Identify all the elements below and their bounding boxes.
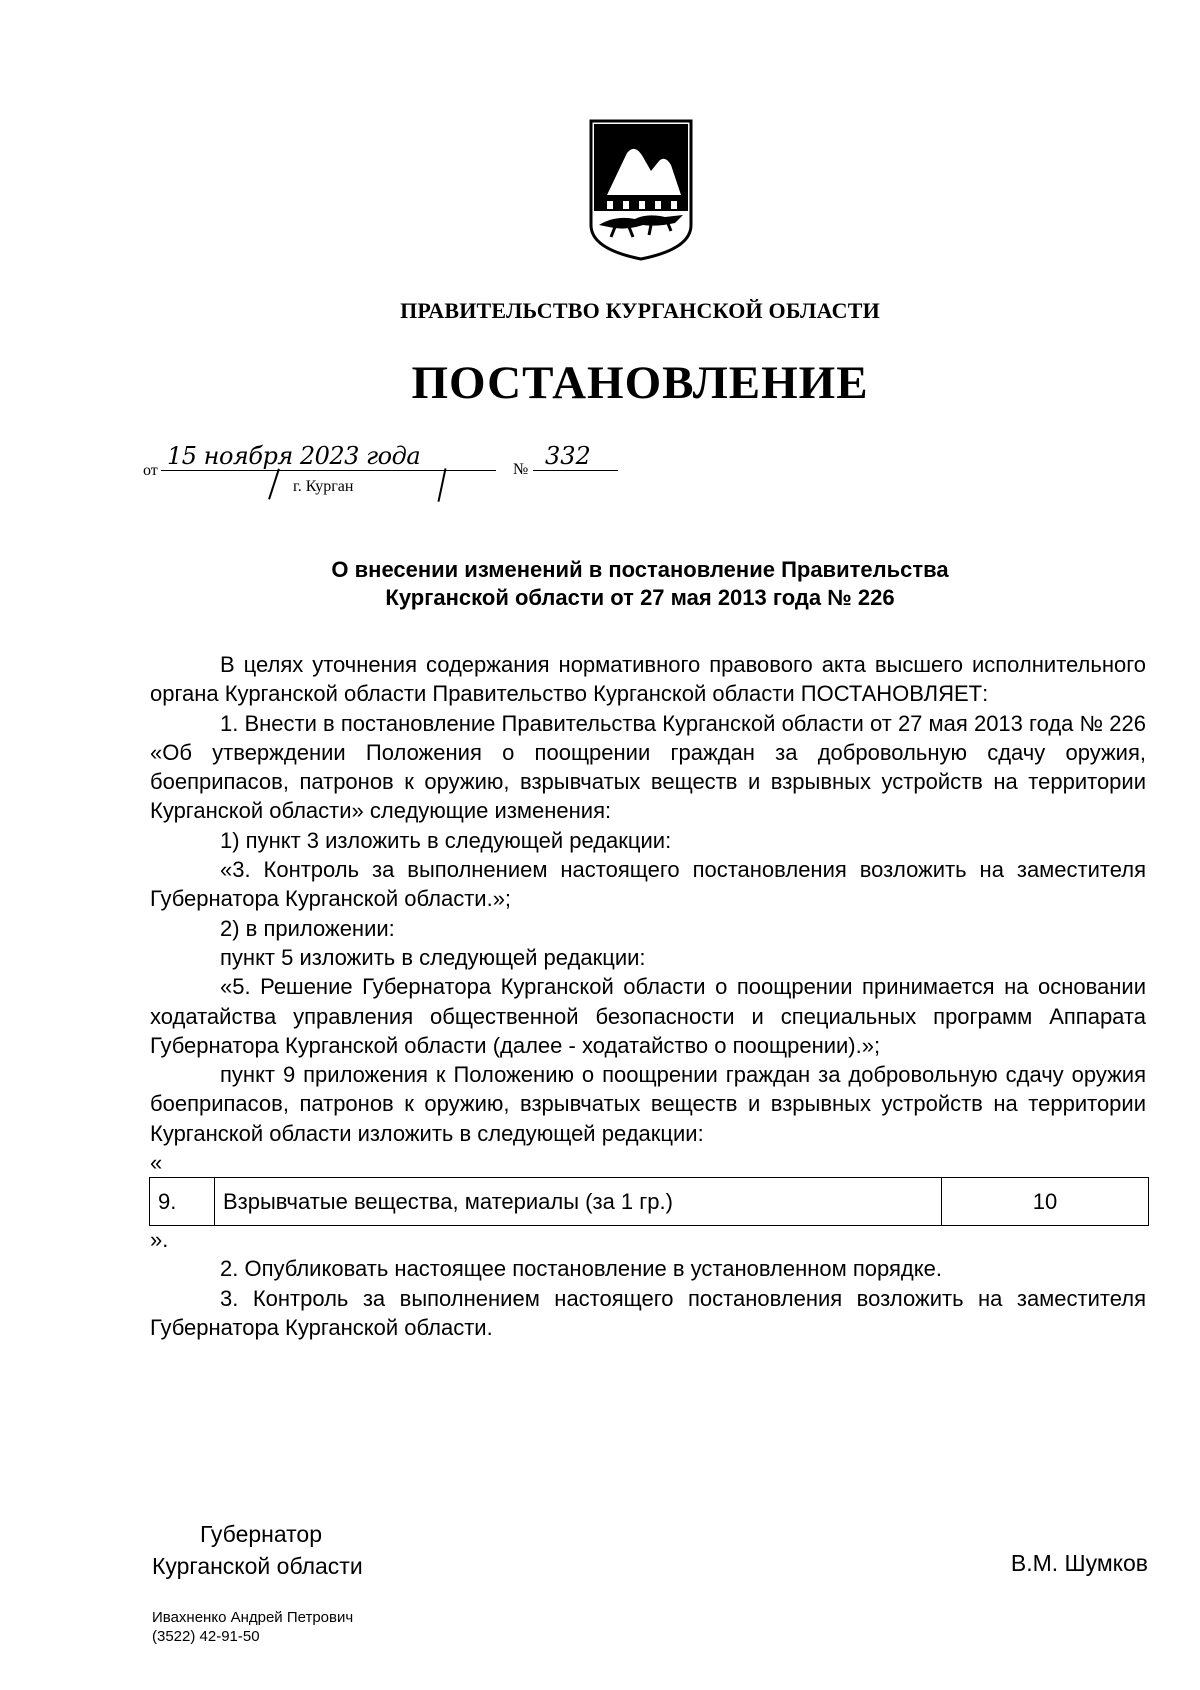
signatory-name: В.М. Шумков (1010, 1550, 1148, 1576)
clause-1-2-a: пункт 5 изложить в следующей редакции: (220, 944, 646, 970)
pen-stroke (437, 468, 446, 502)
table-row (150, 1178, 1149, 1226)
document-body (150, 650, 1146, 1342)
quote-close: ». (150, 1227, 169, 1253)
clause-1: 1. Внести в постановление Правительства Курганской области от 27 мая 2013 года № 226 «Об утверждении Положения о поощрении граждан за добровольную сдачу оружия, боеприпасов, патронов к оружию, взрывчатых веществ и взрывных устройств на территории Курганской области» следующие изменения: (150, 710, 1146, 824)
number-label: № (513, 461, 529, 478)
document-type-title: ПОСТАНОВЛЕНИЕ (411, 357, 869, 409)
document-subject (0, 556, 1200, 612)
table-cell-number: 9. (150, 1178, 215, 1226)
clause-1-2: 2) в приложении: (220, 915, 395, 941)
clause-3: 3. Контроль за выполнением настоящего постановления возложить на заместителя Губернатора Курганской области. (150, 1285, 1146, 1340)
date-underline (161, 470, 496, 471)
city-label: г. Курган (293, 478, 354, 495)
subject-line: Курганской области от 27 мая 2013 года № 226 (385, 585, 895, 610)
quote-open: « (150, 1150, 163, 1176)
executor-name: Ивахненко Андрей Петрович (152, 1609, 354, 1626)
clause-1-2-b: пункт 9 приложения к Положению о поощрении граждан за добровольную сдачу оружия боеприпасов, патронов к оружию, взрывчатых веществ и взрывных устройств на территории Курганской области изложить в следующей редакции: (150, 1062, 1146, 1146)
subject-line: О внесении изменений в постановление Правительства (331, 557, 949, 582)
signatory-position (152, 1518, 363, 1582)
clause-1-2-a-text: «5. Решение Губернатора Курганской области о поощрении принимается на основании ходатайства управления общественной безопасности и специальных программ Аппарата Губернатора Курганской области (далее - ходатайство о поощрении).»; (150, 974, 1146, 1058)
position-line: Губернатор (200, 1521, 323, 1547)
handwritten-date: 15 ноября 2023 года (167, 442, 421, 470)
clause-2: 2. Опубликовать настоящее постановление в установленном порядке. (220, 1256, 942, 1282)
pen-stroke (268, 469, 279, 500)
preamble-paragraph: В целях уточнения содержания нормативного правового акта высшего исполнительного органа Курганской области Правительство Курганской области ПОСТАНОВЛЯЕТ: (150, 652, 1146, 707)
date-number-line (143, 442, 643, 498)
clause-1-1-text: «3. Контроль за выполнением настоящего постановления возложить на заместителя Губернатора Курганской области.»; (150, 857, 1146, 912)
executor-info (152, 1608, 353, 1646)
executor-phone: (3522) 42-91-50 (152, 1628, 260, 1645)
date-prefix: от (143, 462, 158, 479)
number-underline (533, 470, 618, 471)
clause-1-1: 1) пункт 3 изложить в следующей редакции: (220, 827, 672, 853)
handwritten-number: 332 (545, 442, 591, 470)
coat-of-arms-icon (585, 117, 697, 263)
amendment-table (149, 1177, 1149, 1226)
table-cell-value: 10 (942, 1178, 1149, 1226)
table-cell-name: Взрывчатые вещества, материалы (за 1 гр.) (215, 1178, 942, 1226)
organization-name: ПРАВИТЕЛЬСТВО КУРГАНСКОЙ ОБЛАСТИ (400, 298, 880, 323)
position-line: Курганской области (152, 1553, 363, 1579)
